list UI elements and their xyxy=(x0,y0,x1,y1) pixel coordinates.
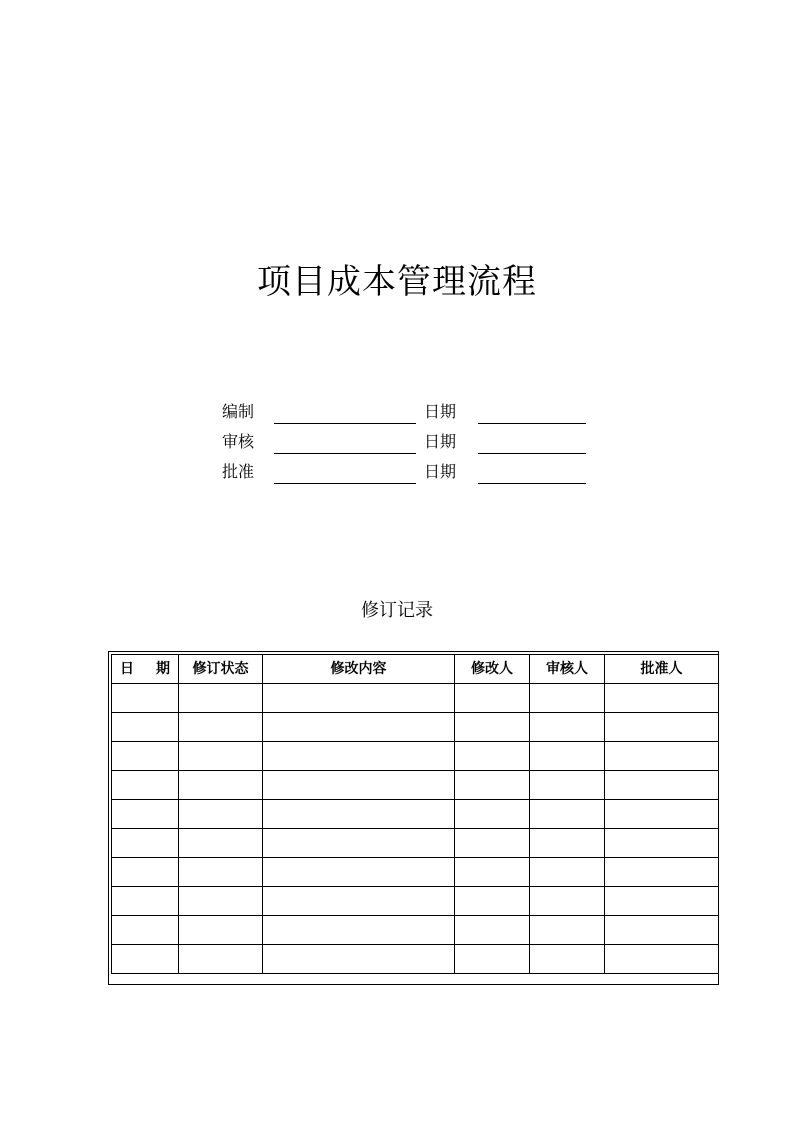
table-row xyxy=(112,916,719,945)
table-row xyxy=(112,829,719,858)
table-cell xyxy=(455,829,530,858)
table-row xyxy=(112,713,719,742)
table-cell xyxy=(263,945,455,974)
revision-table-frame xyxy=(108,651,719,985)
table-cell xyxy=(179,800,263,829)
table-cell xyxy=(263,887,455,916)
signoff-label: 编制 xyxy=(222,402,255,421)
document-title: 项目成本管理流程 xyxy=(257,262,537,302)
signature-line xyxy=(274,423,416,424)
signoff-block xyxy=(222,398,602,488)
table-cell xyxy=(455,800,530,829)
table-cell xyxy=(112,887,179,916)
table-cell xyxy=(605,800,719,829)
signoff-row-reviewed xyxy=(222,428,602,458)
date-line xyxy=(478,423,586,424)
table-cell xyxy=(179,829,263,858)
table-cell xyxy=(263,713,455,742)
column-header-approved-by: 批准人 xyxy=(605,655,719,684)
table-cell xyxy=(112,771,179,800)
table-cell xyxy=(263,742,455,771)
table-row xyxy=(112,800,719,829)
table-header-row xyxy=(112,655,719,684)
table-row xyxy=(112,771,719,800)
table-row xyxy=(112,742,719,771)
table-cell xyxy=(112,829,179,858)
table-cell xyxy=(455,858,530,887)
table-cell xyxy=(530,829,605,858)
table-cell xyxy=(605,684,719,713)
table-cell xyxy=(605,713,719,742)
revision-record-title: 修订记录 xyxy=(361,600,433,621)
date-label: 日期 xyxy=(424,462,457,481)
column-header-change-content: 修改内容 xyxy=(263,655,455,684)
signoff-label: 审核 xyxy=(222,432,255,451)
table-cell xyxy=(455,887,530,916)
column-header-revision-status: 修订状态 xyxy=(179,655,263,684)
date-line xyxy=(478,453,586,454)
table-cell xyxy=(530,742,605,771)
signature-line xyxy=(274,453,416,454)
table-cell xyxy=(530,713,605,742)
table-cell xyxy=(112,684,179,713)
table-cell xyxy=(263,829,455,858)
signature-line xyxy=(274,483,416,484)
column-header-date: 日 期 xyxy=(112,655,179,684)
table-cell xyxy=(530,800,605,829)
table-row xyxy=(112,684,719,713)
table-cell xyxy=(455,771,530,800)
table-cell xyxy=(179,916,263,945)
column-header-modified-by: 修改人 xyxy=(455,655,530,684)
table-cell xyxy=(530,858,605,887)
table-cell xyxy=(455,916,530,945)
table-cell xyxy=(455,684,530,713)
table-cell xyxy=(605,945,719,974)
table-cell xyxy=(605,916,719,945)
column-header-reviewed-by: 审核人 xyxy=(530,655,605,684)
date-label: 日期 xyxy=(424,402,457,421)
table-row xyxy=(112,945,719,974)
table-cell xyxy=(112,916,179,945)
table-cell xyxy=(605,829,719,858)
revision-table-body xyxy=(112,684,719,974)
table-cell xyxy=(455,713,530,742)
table-row xyxy=(112,858,719,887)
table-cell xyxy=(179,858,263,887)
table-cell xyxy=(112,713,179,742)
table-cell xyxy=(530,771,605,800)
table-cell xyxy=(263,771,455,800)
table-cell xyxy=(530,945,605,974)
signoff-row-prepared xyxy=(222,398,602,428)
table-cell xyxy=(112,800,179,829)
table-cell xyxy=(263,684,455,713)
table-row xyxy=(112,887,719,916)
table-cell xyxy=(179,771,263,800)
table-cell xyxy=(605,742,719,771)
table-cell xyxy=(179,742,263,771)
table-cell xyxy=(179,945,263,974)
signoff-row-approved xyxy=(222,458,602,488)
table-cell xyxy=(179,887,263,916)
table-cell xyxy=(605,887,719,916)
table-cell xyxy=(530,684,605,713)
table-cell xyxy=(112,858,179,887)
revision-table xyxy=(111,654,719,974)
table-cell xyxy=(455,945,530,974)
table-cell xyxy=(179,713,263,742)
date-line xyxy=(478,483,586,484)
table-cell xyxy=(530,916,605,945)
table-cell xyxy=(530,887,605,916)
table-cell xyxy=(263,858,455,887)
table-cell xyxy=(263,916,455,945)
table-cell xyxy=(112,945,179,974)
table-cell xyxy=(179,684,263,713)
table-cell xyxy=(112,742,179,771)
signoff-label: 批准 xyxy=(222,462,255,481)
table-cell xyxy=(263,800,455,829)
table-cell xyxy=(605,858,719,887)
table-cell xyxy=(605,771,719,800)
table-cell xyxy=(455,742,530,771)
date-label: 日期 xyxy=(424,432,457,451)
